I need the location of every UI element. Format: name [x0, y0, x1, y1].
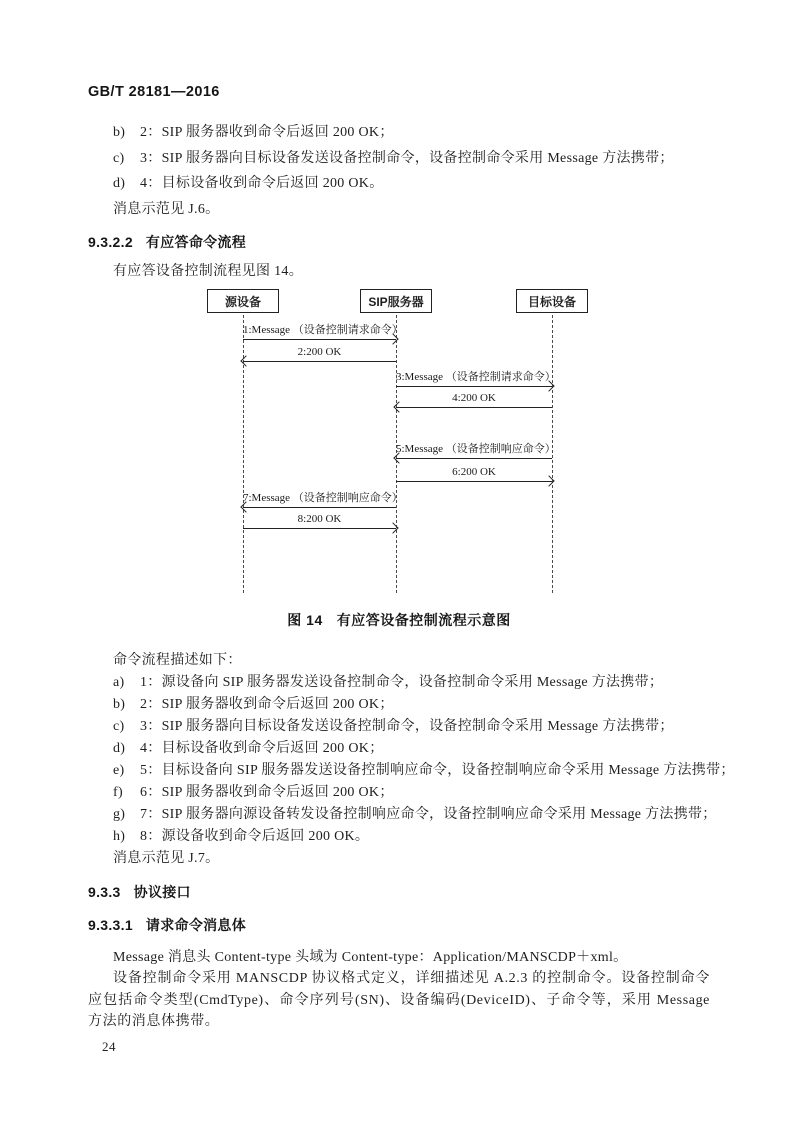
actor-box-source-device: 源设备 [207, 289, 279, 313]
message-arrow-3 [396, 371, 556, 387]
arrow-line [396, 407, 552, 408]
actor-box-target-device: 目标设备 [516, 289, 588, 313]
message-label: 6:200 OK [452, 466, 496, 478]
arrow-line [396, 458, 552, 459]
list-marker: b) [113, 125, 126, 140]
sequence-diagram [207, 289, 627, 597]
arrow-line [243, 339, 396, 340]
figure-caption-number: 图 14 [287, 612, 323, 628]
message-arrow-4 [396, 392, 552, 408]
message-arrow-8 [243, 513, 396, 529]
section-heading-933 [88, 882, 710, 902]
section-number: 9.3.3.1 [88, 917, 133, 933]
list-text: 8：源设备收到命令后返回 200 OK。 [140, 829, 370, 844]
figure-caption [88, 610, 710, 630]
message-arrow-6 [396, 466, 552, 482]
list-text: 6：SIP 服务器收到命令后返回 200 OK； [140, 785, 394, 800]
message-label: 5:Message （设备控制响应命令） [396, 443, 556, 455]
list-item [88, 826, 710, 848]
list-text: 5：目标设备向 SIP 服务器发送设备控制响应命令，设备控制响应命令采用 Message 方法携带； [140, 763, 735, 778]
arrow-line [243, 507, 396, 508]
list-marker: a) [113, 675, 125, 690]
section-heading-9322 [88, 232, 710, 252]
list-item [88, 694, 710, 716]
arrow-line [396, 481, 552, 482]
message-label: 8:200 OK [297, 513, 342, 525]
list-marker: b) [113, 697, 126, 712]
manscdp-paragraph: 设备控制命令采用 MANSCDP 协议格式定义，详细描述见 A.2.3 的控制命令。设备控制命令应包括命令类型(CmdType)、命令序列号(SN)、设备编码(DeviceID)、子命令等，采用 Message 方法的消息体携带。 [88, 971, 710, 1029]
list-text: 4：目标设备收到命令后返回 200 OK。 [140, 176, 384, 191]
list-text: 1：源设备向 SIP 服务器发送设备控制命令，设备控制命令采用 Message 方法携带； [140, 675, 664, 690]
flow-description-intro: 命令流程描述如下： [113, 653, 242, 668]
list-marker: c) [113, 150, 125, 166]
list-text: 4：目标设备收到命令后返回 200 OK； [140, 741, 384, 756]
list-text: 3：SIP 服务器向目标设备发送设备控制命令，设备控制命令采用 Message 方法携带； [140, 150, 674, 166]
section-title: 请求命令消息体 [145, 917, 247, 933]
message-label: 1:Message （设备控制请求命令） [243, 324, 403, 336]
list-text: 3：SIP 服务器向目标设备发送设备控制命令，设备控制命令采用 Message 方法携带； [140, 719, 674, 734]
section-number: 9.3.2.2 [88, 234, 133, 250]
list-marker: g) [113, 807, 126, 822]
list-item [88, 146, 710, 172]
page-number: 24 [102, 1038, 116, 1054]
list-item [88, 672, 710, 694]
list-item [88, 171, 710, 197]
list-text: 2：SIP 服务器收到命令后返回 200 OK； [140, 697, 394, 712]
standard-number-header: GB/T 28181—2016 [88, 84, 220, 100]
flow-description-list [88, 672, 735, 848]
section-title: 有应答命令流程 [145, 234, 247, 250]
arrow-line [243, 361, 396, 362]
content-type-paragraph: Message 消息头 Content-type 头域为 Content-type：Application/MANSCDP＋xml。 [113, 950, 628, 965]
list-marker: d) [113, 741, 126, 756]
list-item [88, 804, 717, 826]
section-number: 9.3.3 [88, 884, 121, 900]
message-arrow-5 [396, 443, 556, 459]
list-marker: h) [113, 829, 126, 844]
arrow-line [396, 386, 552, 387]
list-marker: d) [113, 176, 126, 191]
message-arrow-1 [243, 324, 403, 340]
section-title: 协议接口 [133, 884, 191, 900]
section-heading-9331 [88, 915, 710, 935]
list-item [88, 760, 735, 782]
arrow-line [243, 528, 396, 529]
message-example-note-j7: 消息示范见 J.7。 [113, 851, 220, 866]
list-marker: e) [113, 763, 125, 778]
figure-intro-text: 有应答设备控制流程见图 14。 [113, 264, 303, 279]
message-label: 7:Message （设备控制响应命令） [243, 492, 403, 504]
figure-caption-title: 有应答设备控制流程示意图 [336, 612, 511, 628]
list-item [88, 716, 710, 738]
list-item [88, 738, 710, 760]
actor-box-sip-server: SIP服务器 [360, 289, 432, 313]
list-text: 2：SIP 服务器收到命令后返回 200 OK； [140, 125, 394, 140]
message-example-note-j6: 消息示范见 J.6。 [113, 201, 220, 217]
list-item [88, 120, 710, 146]
message-label: 4:200 OK [452, 392, 496, 404]
list-marker: f) [113, 785, 123, 800]
list-marker: c) [113, 719, 125, 734]
message-arrow-2 [243, 346, 396, 362]
top-list [88, 120, 710, 197]
message-label: 3:Message （设备控制请求命令） [396, 371, 556, 383]
list-item [88, 782, 710, 804]
list-text: 7：SIP 服务器向源设备转发设备控制响应命令，设备控制响应命令采用 Message 方法携带； [140, 807, 717, 822]
message-label: 2:200 OK [297, 346, 342, 358]
message-arrow-7 [243, 492, 403, 508]
